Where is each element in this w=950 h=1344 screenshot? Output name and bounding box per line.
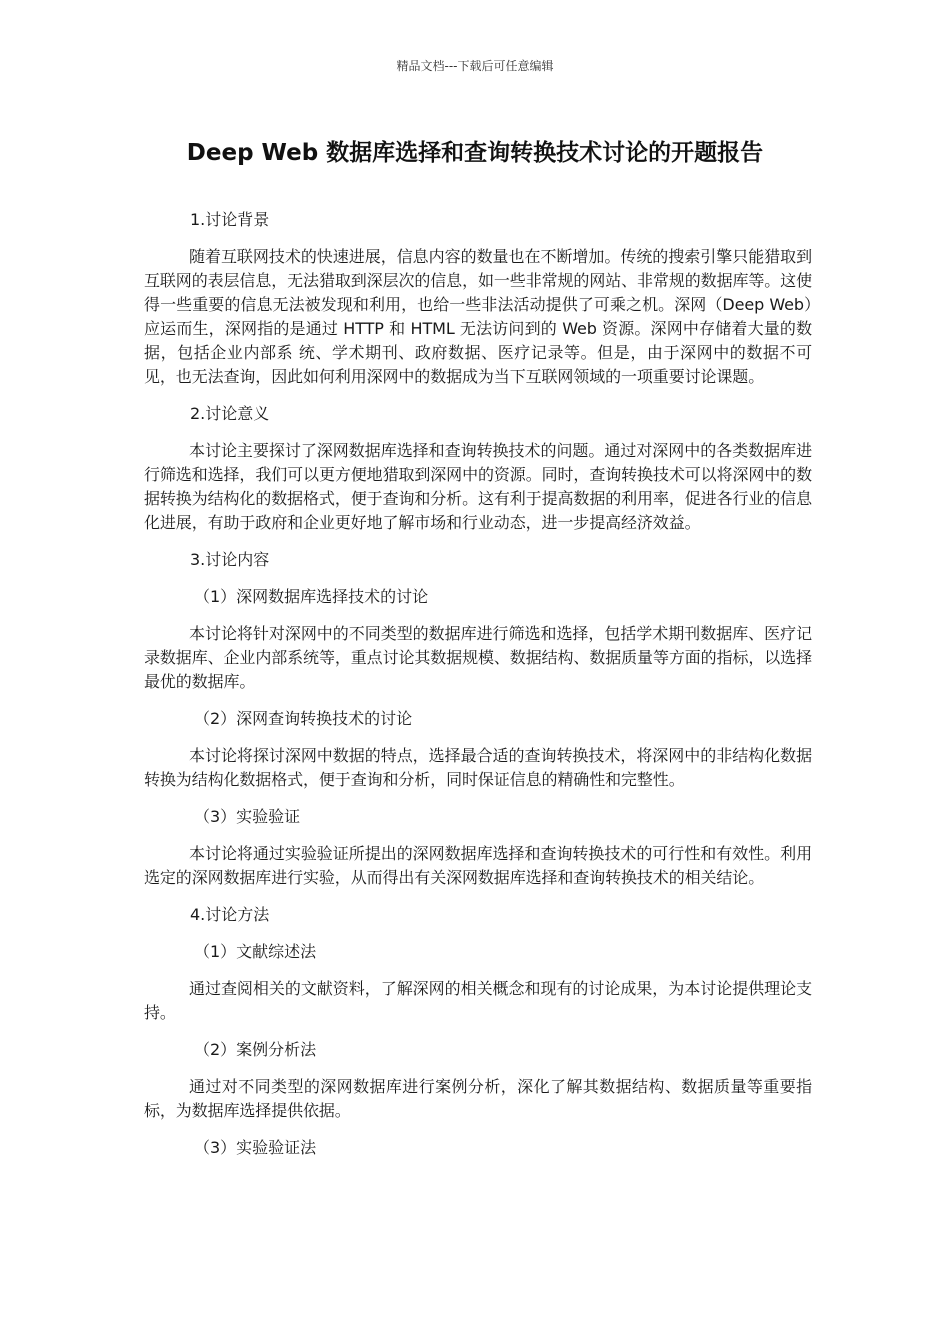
- document-title: Deep Web 数据库选择和查询转换技术讨论的开题报告: [186, 140, 764, 166]
- header-note: 精品文档---下载后可任意编辑: [396, 59, 554, 73]
- subsection-heading-database-selection: （1）深网数据库选择技术的讨论: [194, 587, 429, 606]
- paragraph-query-conversion: 本讨论将探讨深网中数据的特点，选择最合适的查询转换技术，将深网中的非结构化数据转换为结构化数据格式，便于查询和分析，同时保证信息的精确性和完整性。: [144, 746, 812, 789]
- section-heading-background: 1.讨论背景: [190, 210, 270, 229]
- subsection-heading-literature-review: （1）文献综述法: [194, 942, 317, 961]
- paragraph-background: 随着互联网技术的快速进展，信息内容的数量也在不断增加。传统的搜索引擎只能猎取到互联网的表层信息，无法猎取到深层次的信息，如一些非常规的网站、非常规的数据库等。这使得一些重要的信息无法被发现和利用，也给一些非法活动提供了可乘之机。深网（Deep Web）应运而生，深网指的是通过 HTTP 和 HTML 无法访问到的 Web 资源。深网中存储着大量的数据，包括企业内部系 统、学术期刊、政府数据、医疗记录等。但是，由于深网中的数据不可见，也无法查询，因此如何利用深网中的数据成为当下互联网领域的一项重要讨论课题。: [144, 247, 812, 386]
- subsection-heading-experiment: （3）实验验证: [194, 807, 301, 826]
- document-body: [144, 208, 812, 1173]
- paragraph-significance: 本讨论主要探讨了深网数据库选择和查询转换技术的问题。通过对深网中的各类数据库进行筛选和选择，我们可以更方便地猎取到深网中的资源。同时，查询转换技术可以将深网中的数据转换为结构化的数据格式，便于查询和分析。这有利于提高数据的利用率，促进各行业的信息化进展，有助于政府和企业更好地了解市场和行业动态，进一步提高经济效益。: [144, 441, 812, 532]
- subsection-heading-experimental-verification: （3）实验验证法: [194, 1138, 317, 1157]
- section-heading-content: 3.讨论内容: [190, 550, 270, 569]
- subsection-heading-query-conversion: （2）深网查询转换技术的讨论: [194, 709, 413, 728]
- section-heading-methods: 4.讨论方法: [190, 905, 270, 924]
- subsection-heading-case-analysis: （2）案例分析法: [194, 1040, 317, 1059]
- paragraph-database-selection: 本讨论将针对深网中的不同类型的数据库进行筛选和选择，包括学术期刊数据库、医疗记录数据库、企业内部系统等，重点讨论其数据规模、数据结构、数据质量等方面的指标，以选择最优的数据库。: [144, 624, 812, 691]
- paragraph-literature-review: 通过查阅相关的文献资料，了解深网的相关概念和现有的讨论成果，为本讨论提供理论支持。: [144, 979, 812, 1022]
- paragraph-experiment: 本讨论将通过实验验证所提出的深网数据库选择和查询转换技术的可行性和有效性。利用选定的深网数据库进行实验，从而得出有关深网数据库选择和查询转换技术的相关结论。: [144, 844, 812, 887]
- paragraph-case-analysis: 通过对不同类型的深网数据库进行案例分析，深化了解其数据结构、数据质量等重要指标，为数据库选择提供依据。: [144, 1077, 812, 1120]
- section-heading-significance: 2.讨论意义: [190, 404, 270, 423]
